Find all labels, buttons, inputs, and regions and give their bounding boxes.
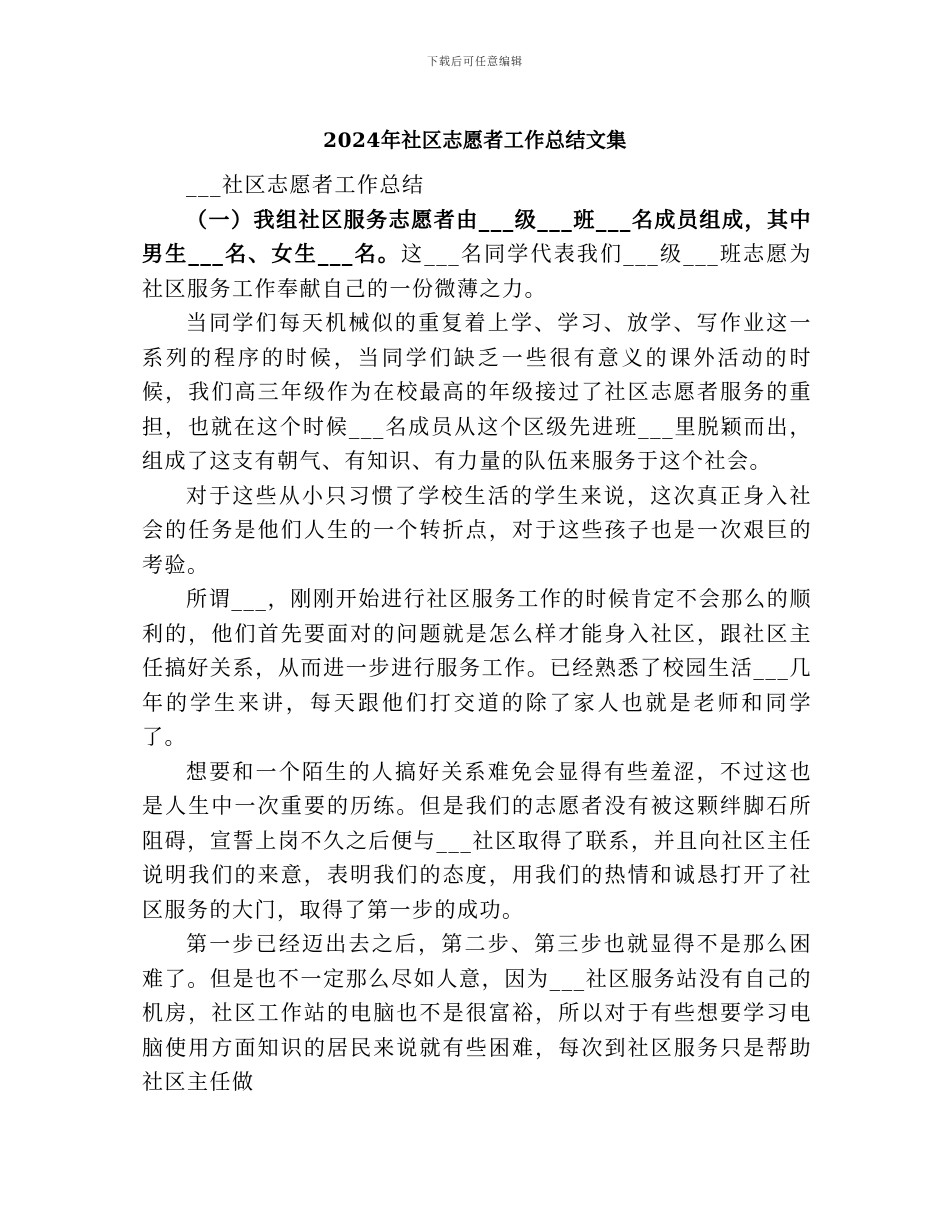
paragraph-3 (142, 479, 812, 583)
paragraph-subtitle (142, 168, 812, 203)
paragraph-text: 对于这些从小只习惯了学校生活的学生来说，这次真正身入社会的任务是他们人生的一个转折点，对于这些孩子也是一次艰巨的考验。 (142, 483, 812, 577)
paragraph-2 (142, 306, 812, 479)
paragraph-4 (142, 582, 812, 755)
document-body (142, 168, 812, 1100)
paragraph-text-bold: （一）我组社区服务志愿者由___级___班___名成员组成，其中男生___名、女生___名。 (142, 206, 812, 266)
paragraph-5 (142, 755, 812, 928)
paragraph-text: ___社区志愿者工作总结 (186, 173, 425, 197)
document-title: 2024年社区志愿者工作总结文集 (323, 128, 627, 152)
paragraph-text: 这___名同学代表我们___级___班志愿为社区服务工作奉献自己的一份微薄之力。 (142, 242, 812, 301)
paragraph-6 (142, 927, 812, 1100)
paragraph-text: 当同学们每天机械似的重复着上学、学习、放学、写作业这一系列的程序的时候，当同学们缺乏一些很有意义的课外活动的时候，我们高三年级作为在校最高的年级接过了社区志愿者服务的重担，也就在这个时候___名成员从这个区级先进班___里脱颖而出，组成了这支有朝气、有知识、有力量的队伍来服务于这个社会。 (142, 311, 812, 473)
paragraph-text: 第一步已经迈出去之后，第二步、第三步也就显得不是那么困难了。但是也不一定那么尽如人意，因为___社区服务站没有自己的机房，社区工作站的电脑也不是很富裕，所以对于有些想要学习电脑使用方面知识的居民来说就有些困难，每次到社区服务只是帮助社区主任做 (142, 932, 812, 1094)
paragraph-1 (142, 203, 812, 307)
paragraph-text: 所谓___，刚刚开始进行社区服务工作的时候肯定不会那么的顺利的，他们首先要面对的问题就是怎么样才能身入社区，跟社区主任搞好关系，从而进一步进行服务工作。已经熟悉了校园生活___几年的学生来讲，每天跟他们打交道的除了家人也就是老师和同学了。 (142, 587, 812, 749)
header-note: 下载后可任意编辑 (427, 55, 523, 68)
paragraph-text: 想要和一个陌生的人搞好关系难免会显得有些羞涩，不过这也是人生中一次重要的历练。但是我们的志愿者没有被这颗绊脚石所阻碍，宣誓上岗不久之后便与___社区取得了联系，并且向社区主任说明我们的来意，表明我们的态度，用我们的热情和诚恳打开了社区服务的大门，取得了第一步的成功。 (142, 759, 812, 922)
